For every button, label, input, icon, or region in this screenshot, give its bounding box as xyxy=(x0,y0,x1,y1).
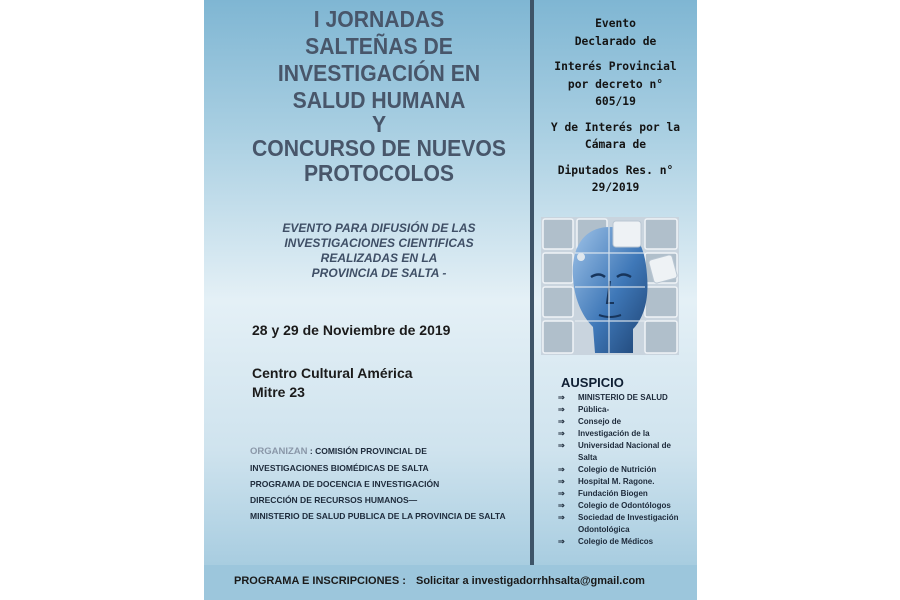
organizer-line: INVESTIGACIONES BIOMÉDICAS DE SALTA xyxy=(250,463,429,473)
title-line: I JORNADAS xyxy=(313,6,445,32)
sponsor-text: ⇒ Colegio de Médicos xyxy=(578,537,654,546)
sponsor-item xyxy=(556,500,696,512)
subtitle-line: PROVINCIA DE SALTA - xyxy=(311,266,447,280)
sponsor-list xyxy=(556,392,696,548)
declaration-line: por decreto n° xyxy=(567,77,664,91)
sponsor-text: ⇒ Consejo de xyxy=(578,417,622,426)
sponsor-item xyxy=(556,440,696,464)
title-line: INVESTIGACIÓN EN xyxy=(277,60,481,86)
footer-bar xyxy=(204,565,697,600)
title-line: SALUD HUMANA xyxy=(292,87,466,113)
declaration-line: Y de Interés por la xyxy=(550,120,681,134)
spacer xyxy=(538,154,693,162)
sponsor-item xyxy=(556,536,696,548)
auspicio-title: AUSPICIO xyxy=(561,375,624,390)
declaration-line: Declarado de xyxy=(574,34,657,48)
organizer-line: DIRECCIÓN DE RECURSOS HUMANOS— xyxy=(250,495,418,505)
organizers-block xyxy=(250,443,525,524)
sponsor-item xyxy=(556,428,696,440)
sponsor-item xyxy=(556,512,696,536)
venue-line: Mitre 23 xyxy=(252,384,305,400)
title-line: Y xyxy=(371,111,387,137)
sponsor-text: Odontológica xyxy=(578,525,630,534)
declaration-line: Evento xyxy=(595,17,636,30)
sponsor-text: ⇒ Sociedad de Investigación xyxy=(578,513,679,522)
sponsor-text: ⇒ Universidad Nacional de xyxy=(578,441,671,450)
sponsor-item xyxy=(556,416,696,428)
event-venue xyxy=(252,364,413,402)
title-line: PROTOCOLOS xyxy=(303,160,455,186)
event-poster xyxy=(204,0,697,600)
declaration-line: Interés Provincial xyxy=(554,60,677,73)
sponsor-item xyxy=(556,404,696,416)
event-subtitle xyxy=(254,221,504,281)
sponsor-text: ⇒ Fundación Biogen xyxy=(578,489,648,498)
title-line: CONCURSO DE NUEVOS xyxy=(252,135,506,161)
sponsor-text: ⇒ Colegio de Odontólogos xyxy=(578,501,671,510)
venue-line: Centro Cultural América xyxy=(252,365,413,381)
organizer-line: MINISTERIO DE SALUD PUBLICA DE LA PROVINCIA DE SALTA xyxy=(250,511,506,521)
column-divider xyxy=(530,0,534,565)
registration-contact: Solicitar a investigadorrhhsalta@gmail.com xyxy=(416,575,645,587)
sponsor-text: Salta xyxy=(578,453,598,462)
organizer-line: : COMISIÓN PROVINCIAL DE xyxy=(309,446,427,456)
declaration-line: 605/19 xyxy=(595,95,636,108)
sponsor-text: ⇒ Hospital M. Ragone. xyxy=(578,477,655,486)
event-date: 28 y 29 de Noviembre de 2019 xyxy=(252,322,451,338)
subtitle-line: REALIZADAS EN LA xyxy=(320,251,438,265)
sponsor-item xyxy=(556,488,696,500)
declaration-line: Diputados Res. n° xyxy=(557,163,674,177)
declaration-block xyxy=(538,15,693,197)
poster-title xyxy=(246,6,513,184)
declaration-line: Cámara de xyxy=(584,138,647,151)
puzzle-head-illustration xyxy=(541,217,679,355)
sponsor-text: ⇒ Colegio de Nutrición xyxy=(578,465,657,474)
sponsor-item xyxy=(556,392,696,404)
registration-label: PROGRAMA E INSCRIPCIONES : xyxy=(234,575,406,587)
sponsor-text: ⇒ Pública- xyxy=(578,405,610,414)
sponsor-text: ⇒ MINISTERIO DE SALUD xyxy=(578,393,668,402)
subtitle-line: EVENTO PARA DIFUSIÓN DE LAS xyxy=(282,221,476,235)
spacer xyxy=(538,50,693,58)
sponsor-item xyxy=(556,464,696,476)
sponsor-item xyxy=(556,476,696,488)
sponsor-text: ⇒ Investigación de la xyxy=(578,429,650,438)
spacer xyxy=(538,111,693,119)
organizers-label: ORGANIZAN xyxy=(250,446,308,457)
title-line: SALTEÑAS DE xyxy=(305,33,453,59)
subtitle-line: INVESTIGACIONES CIENTIFICAS xyxy=(284,236,474,250)
organizer-line: PROGRAMA DE DOCENCIA E INVESTIGACIÓN xyxy=(250,479,440,489)
declaration-line: 29/2019 xyxy=(591,181,640,194)
